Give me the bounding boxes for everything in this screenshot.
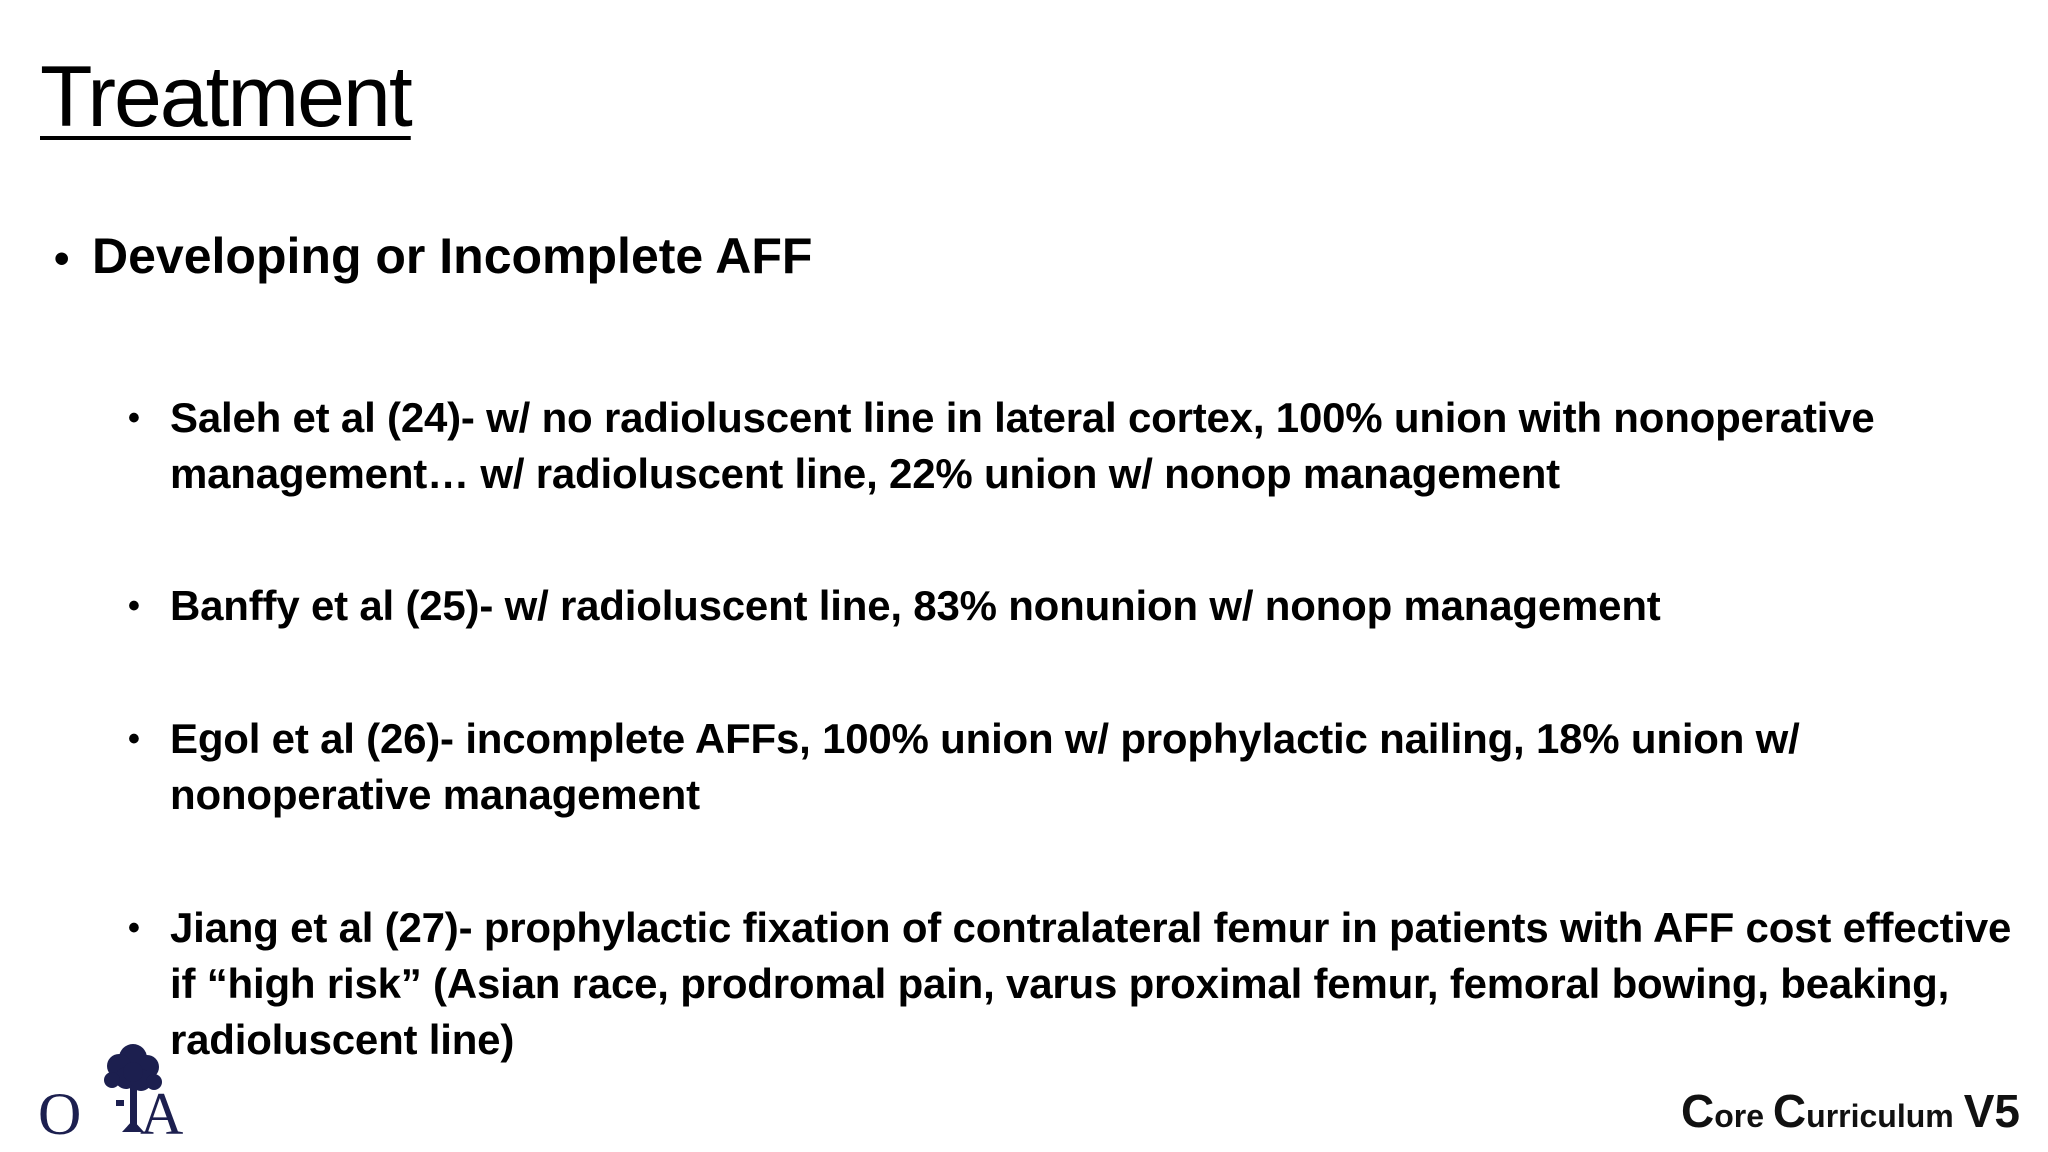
footer-text: ore — [1714, 1098, 1773, 1134]
footer-letter: C — [1681, 1085, 1715, 1137]
svg-text:A: A — [140, 1081, 184, 1140]
bullet-dot: • — [128, 909, 140, 947]
sub-bullet-text: Banffy et al (25)- w/ radioluscent line, 83% nonunion w/ nonop management — [170, 582, 1661, 629]
slide-title: Treatment — [40, 49, 411, 145]
core-curriculum-footer — [1681, 1085, 2020, 1137]
footer-text: urriculum — [1806, 1098, 1954, 1134]
bullet-dot: • — [54, 234, 70, 283]
svg-text:O: O — [38, 1081, 82, 1140]
sub-bullet-egol — [128, 711, 2030, 823]
main-bullet — [54, 226, 812, 286]
footer-letter: C — [1772, 1085, 1807, 1137]
sub-bullet-text: Egol et al (26)- incomplete AFFs, 100% union w/ prophylactic nailing, 18% union w/ nonoperative management — [170, 715, 1800, 818]
main-bullet-text: Developing or Incomplete AFF — [92, 228, 813, 284]
sub-bullet-banffy — [128, 578, 2030, 634]
bullet-dot: • — [128, 587, 140, 625]
sub-bullet-jiang — [128, 900, 2030, 1068]
bullet-dot: • — [128, 720, 140, 758]
bullet-dot: • — [128, 399, 140, 437]
sub-bullet-text: Jiang et al (27)- prophylactic fixation of contralateral femur in patients with AFF cost effective if “high risk” (Asian race, prodromal pain, varus proximal femur, femoral bowing, beaking, radioluscent line) — [170, 904, 2012, 1063]
sub-bullet-saleh — [128, 390, 2030, 502]
footer-version: V5 — [1963, 1085, 2020, 1137]
sub-bullet-text: Saleh et al (24)- w/ no radioluscent line in lateral cortex, 100% union with nonoperative management… w/ radioluscent line, 22% union w/ nonop management — [170, 394, 1875, 497]
ota-logo — [36, 1040, 206, 1140]
